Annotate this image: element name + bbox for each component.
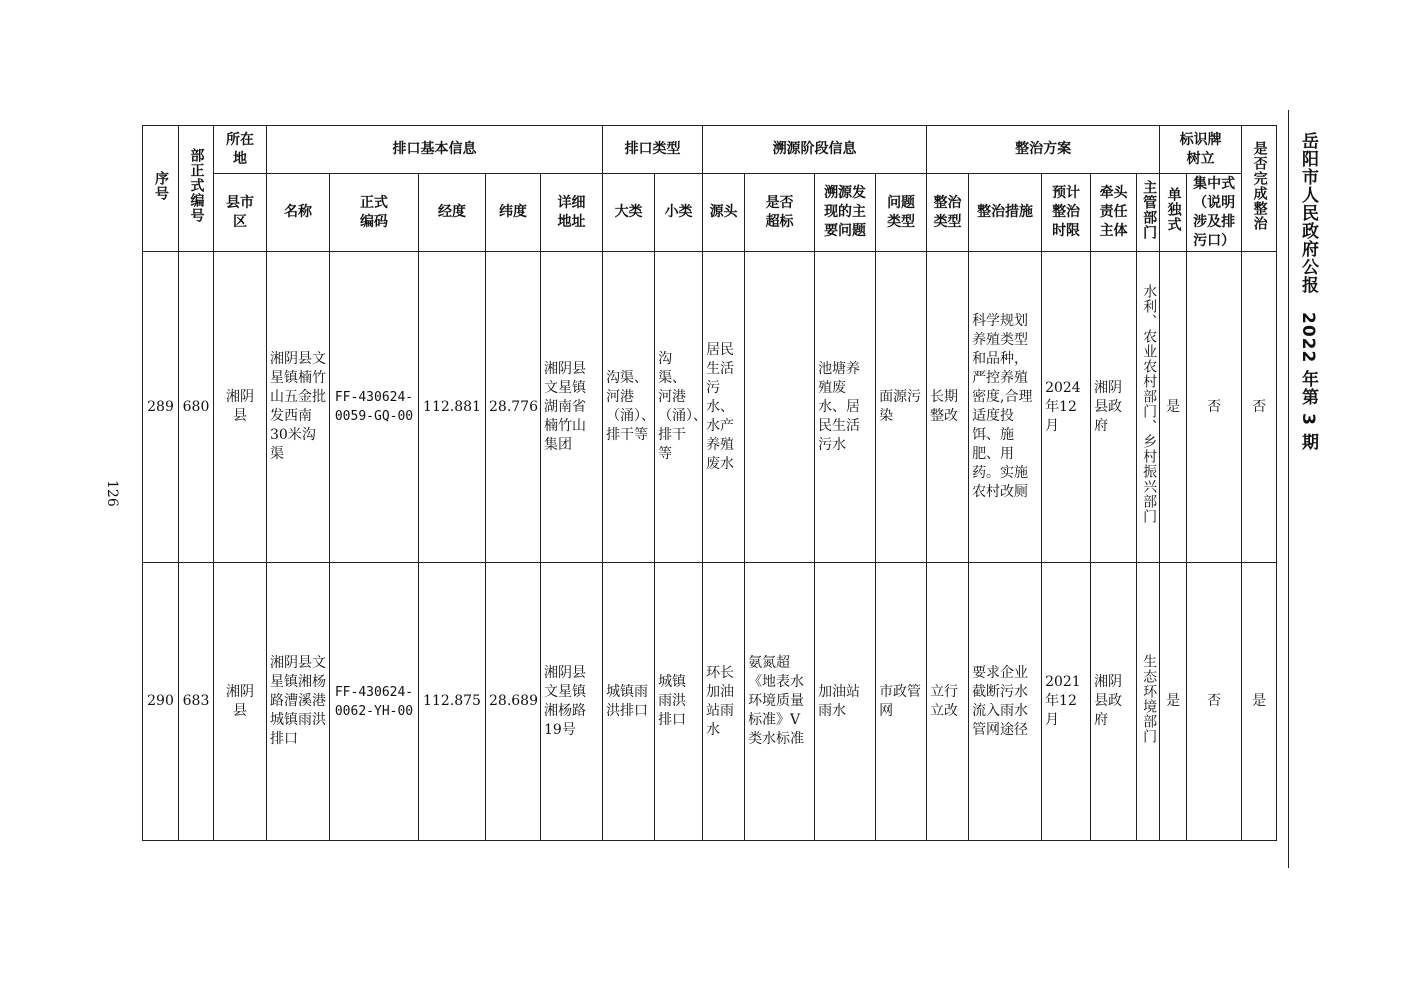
cell-central: 否 <box>1187 563 1242 841</box>
running-header: 岳阳市人民政府公报 2022 年第 3 期 <box>1298 132 1318 451</box>
cell-measure: 科学规划养殖类型和品种，严控养殖密度,合理适度投饵、施肥、用药。实施农村改厕 <box>969 252 1042 563</box>
cell-problem-type: 市政管网 <box>876 563 927 841</box>
cell-dept: 水利、农业农村部门、乡村振兴部门 <box>1137 252 1160 563</box>
col-remediation-type: 整治类型 <box>927 174 969 252</box>
cell-address: 湘阴县文星镇湖南省楠竹山集团 <box>541 252 603 563</box>
cell-problem: 池塘养殖废水、居民生活污水 <box>815 252 876 563</box>
cell-deadline: 2021年12月 <box>1042 563 1091 841</box>
cell-minor: 城镇雨洪排口 <box>655 563 703 841</box>
cell-lng: 112.875 <box>419 563 486 841</box>
cell-seq: 289 <box>143 252 179 563</box>
col-name: 名称 <box>267 174 330 252</box>
col-lng: 经度 <box>419 174 486 252</box>
cell-source: 居民生活污水、水产养殖废水 <box>703 252 745 563</box>
col-completed: 是否完成整治 <box>1242 126 1277 252</box>
cell-code: FF-430624-0059-GQ-00 <box>330 252 419 563</box>
cell-county: 湘阴县 <box>214 252 267 563</box>
cell-remediation-type: 立行立改 <box>927 563 969 841</box>
cell-lng: 112.881 <box>419 252 486 563</box>
col-exceed: 是否超标 <box>745 174 815 252</box>
col-group-sign: 标识牌树立 <box>1160 126 1242 174</box>
col-problem-type: 问题类型 <box>876 174 927 252</box>
col-lead: 牵头责任主体 <box>1091 174 1137 252</box>
sewage-outlet-table <box>142 125 1277 841</box>
cell-name: 湘阴县文星镇湘杨路漕溪港城镇雨洪排口 <box>267 563 330 841</box>
cell-central: 否 <box>1187 252 1242 563</box>
cell-lat: 28.689 <box>486 563 541 841</box>
col-lat: 纬度 <box>486 174 541 252</box>
col-code: 正式编码 <box>330 174 419 252</box>
cell-minor: 沟渠、河港（涌）、排干等 <box>655 252 703 563</box>
cell-address: 湘阴县文星镇湘杨路19号 <box>541 563 603 841</box>
cell-seq: 290 <box>143 563 179 841</box>
cell-completed: 是 <box>1242 563 1277 841</box>
col-group-plan: 整治方案 <box>927 126 1160 174</box>
cell-deadline: 2024年12月 <box>1042 252 1091 563</box>
cell-exceed <box>745 252 815 563</box>
cell-single: 是 <box>1160 563 1187 841</box>
page-number: 126 <box>104 480 120 507</box>
cell-measure: 要求企业截断污水流入雨水管网途径 <box>969 563 1042 841</box>
header-row-columns <box>143 174 1277 252</box>
cell-remediation-type: 长期整改 <box>927 252 969 563</box>
col-dept: 主管部门 <box>1137 174 1160 252</box>
col-county: 县市区 <box>214 174 267 252</box>
cell-major: 城镇雨洪排口 <box>603 563 655 841</box>
cell-source: 环长加油站雨水 <box>703 563 745 841</box>
cell-dept-code: 683 <box>179 563 214 841</box>
col-source: 源头 <box>703 174 745 252</box>
cell-major: 沟渠、河港（涌）、排干等 <box>603 252 655 563</box>
cell-code: FF-430624-0062-YH-00 <box>330 563 419 841</box>
col-group-trace: 溯源阶段信息 <box>703 126 927 174</box>
table-row <box>143 252 1277 563</box>
cell-lead: 湘阴县政府 <box>1091 563 1137 841</box>
cell-problem-type: 面源污染 <box>876 252 927 563</box>
col-central: 集中式（说明涉及排污口） <box>1187 174 1242 252</box>
col-single: 单独式 <box>1160 174 1187 252</box>
col-major: 大类 <box>603 174 655 252</box>
col-minor: 小类 <box>655 174 703 252</box>
header-rule <box>1288 110 1289 868</box>
col-address: 详细地址 <box>541 174 603 252</box>
cell-problem: 加油站雨水 <box>815 563 876 841</box>
cell-single: 是 <box>1160 252 1187 563</box>
table-row <box>143 563 1277 841</box>
col-problem: 溯源发现的主要问题 <box>815 174 876 252</box>
col-deadline: 预计整治时限 <box>1042 174 1091 252</box>
header-row-groups <box>143 126 1277 174</box>
col-group-basic-info: 排口基本信息 <box>267 126 603 174</box>
col-seq: 序号 <box>143 126 179 252</box>
cell-dept-code: 680 <box>179 252 214 563</box>
col-group-outlet-type: 排口类型 <box>603 126 703 174</box>
col-dept-code: 部正式编号 <box>179 126 214 252</box>
cell-dept: 生态环境部门 <box>1137 563 1160 841</box>
cell-county: 湘阴县 <box>214 563 267 841</box>
cell-lead: 湘阴县政府 <box>1091 252 1137 563</box>
col-measure: 整治措施 <box>969 174 1042 252</box>
cell-completed: 否 <box>1242 252 1277 563</box>
cell-name: 湘阴县文星镇楠竹山五金批发西南30米沟渠 <box>267 252 330 563</box>
cell-lat: 28.776 <box>486 252 541 563</box>
cell-exceed: 氨氮超《地表水环境质量标准》V类水标准 <box>745 563 815 841</box>
col-location: 所在地 <box>214 126 267 174</box>
